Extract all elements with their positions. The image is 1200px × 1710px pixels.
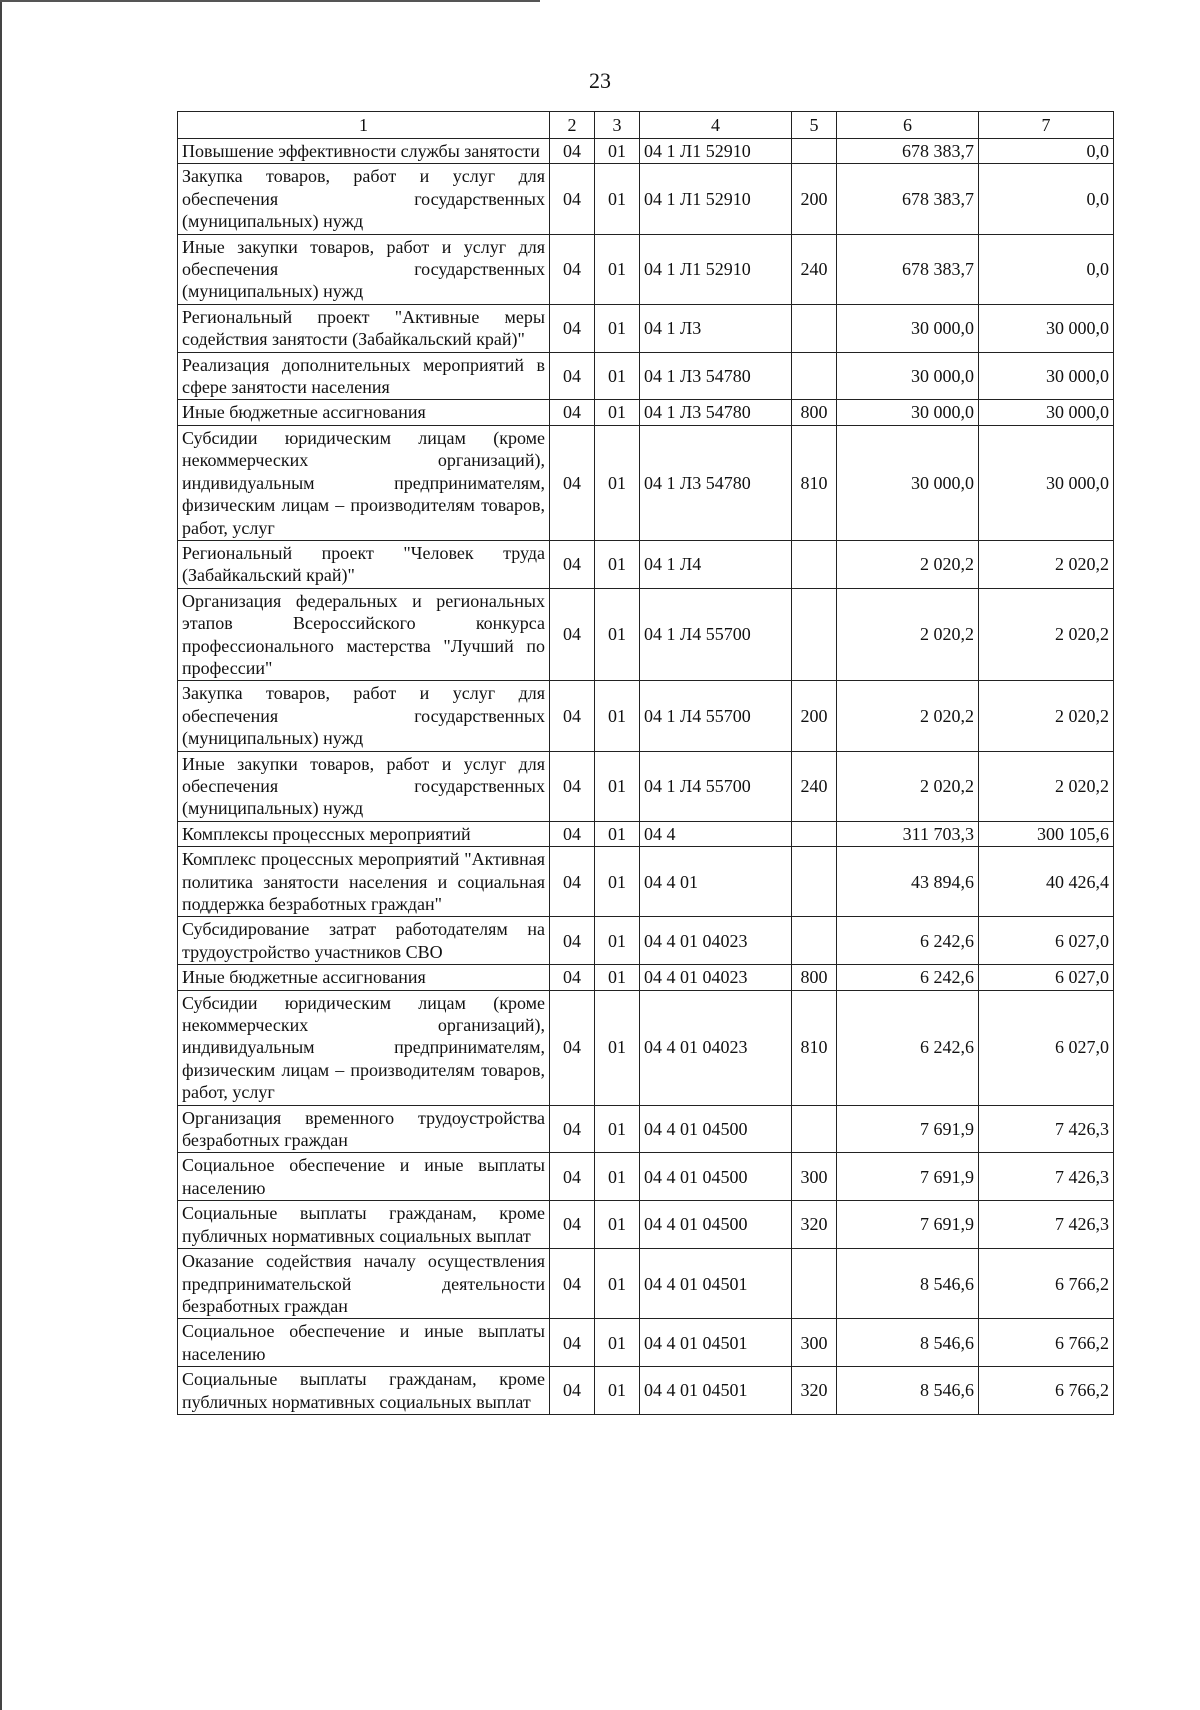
subsection-code-cell: 01 bbox=[595, 352, 640, 400]
amount-year2-cell: 2 020,2 bbox=[979, 751, 1114, 821]
expense-type-cell bbox=[792, 304, 837, 352]
subsection-code-cell: 01 bbox=[595, 681, 640, 751]
subsection-code-cell: 01 bbox=[595, 234, 640, 304]
expense-type-cell: 200 bbox=[792, 681, 837, 751]
amount-year2-cell: 2 020,2 bbox=[979, 681, 1114, 751]
section-code-cell: 04 bbox=[550, 304, 595, 352]
expenditure-name-cell: Социальные выплаты гражданам, кроме публичных нормативных социальных выплат bbox=[178, 1201, 550, 1249]
amount-year2-cell: 6 027,0 bbox=[979, 917, 1114, 965]
amount-year2-cell: 30 000,0 bbox=[979, 400, 1114, 425]
budget-table bbox=[177, 111, 1114, 1415]
subsection-code-cell: 01 bbox=[595, 847, 640, 917]
expense-type-cell bbox=[792, 821, 837, 846]
page-number: 23 bbox=[589, 68, 611, 93]
expense-type-cell: 300 bbox=[792, 1319, 837, 1367]
section-code-cell: 04 bbox=[550, 234, 595, 304]
table-row bbox=[178, 821, 1114, 846]
header-cell-7: 7 bbox=[979, 112, 1114, 139]
section-code-cell: 04 bbox=[550, 821, 595, 846]
target-article-cell: 04 1 Л3 bbox=[640, 304, 792, 352]
section-code-cell: 04 bbox=[550, 1153, 595, 1201]
target-article-cell: 04 4 01 04023 bbox=[640, 990, 792, 1105]
table-row bbox=[178, 540, 1114, 588]
amount-year1-cell: 6 242,6 bbox=[837, 965, 979, 990]
section-code-cell: 04 bbox=[550, 681, 595, 751]
expense-type-cell: 800 bbox=[792, 965, 837, 990]
section-code-cell: 04 bbox=[550, 1249, 595, 1319]
amount-year1-cell: 8 546,6 bbox=[837, 1319, 979, 1367]
target-article-cell: 04 4 01 04501 bbox=[640, 1367, 792, 1415]
expenditure-name-cell: Социальные выплаты гражданам, кроме публичных нормативных социальных выплат bbox=[178, 1367, 550, 1415]
scan-edge-line bbox=[0, 0, 2, 1710]
expenditure-name-cell: Иные бюджетные ассигнования bbox=[178, 965, 550, 990]
expense-type-cell: 320 bbox=[792, 1201, 837, 1249]
table-row bbox=[178, 1367, 1114, 1415]
subsection-code-cell: 01 bbox=[595, 304, 640, 352]
section-code-cell: 04 bbox=[550, 847, 595, 917]
target-article-cell: 04 4 01 bbox=[640, 847, 792, 917]
table-row bbox=[178, 990, 1114, 1105]
subsection-code-cell: 01 bbox=[595, 1153, 640, 1201]
subsection-code-cell: 01 bbox=[595, 425, 640, 540]
section-code-cell: 04 bbox=[550, 990, 595, 1105]
expenditure-name-cell: Иные закупки товаров, работ и услуг для обеспечения государственных (муниципальных) нужд bbox=[178, 751, 550, 821]
expense-type-cell bbox=[792, 917, 837, 965]
expenditure-name-cell: Комплекс процессных мероприятий "Активная политика занятости населения и социальная поддержка безработных граждан" bbox=[178, 847, 550, 917]
expense-type-cell: 810 bbox=[792, 990, 837, 1105]
expenditure-name-cell: Субсидии юридическим лицам (кроме некоммерческих организаций), индивидуальным предпринимателям, физическим лицам – производителям товаров, работ, услуг bbox=[178, 990, 550, 1105]
expenditure-name-cell: Организация временного трудоустройства безработных граждан bbox=[178, 1105, 550, 1153]
section-code-cell: 04 bbox=[550, 352, 595, 400]
table-row bbox=[178, 1319, 1114, 1367]
expenditure-name-cell: Социальное обеспечение и иные выплаты населению bbox=[178, 1319, 550, 1367]
header-cell-1: 1 bbox=[178, 112, 550, 139]
target-article-cell: 04 4 01 04500 bbox=[640, 1105, 792, 1153]
expenditure-name-cell: Повышение эффективности службы занятости bbox=[178, 139, 550, 164]
amount-year2-cell: 30 000,0 bbox=[979, 352, 1114, 400]
expenditure-name-cell: Субсидирование затрат работодателям на трудоустройство участников СВО bbox=[178, 917, 550, 965]
target-article-cell: 04 4 01 04023 bbox=[640, 917, 792, 965]
table-row bbox=[178, 1105, 1114, 1153]
expense-type-cell: 800 bbox=[792, 400, 837, 425]
section-code-cell: 04 bbox=[550, 1105, 595, 1153]
section-code-cell: 04 bbox=[550, 965, 595, 990]
amount-year1-cell: 2 020,2 bbox=[837, 540, 979, 588]
amount-year2-cell: 300 105,6 bbox=[979, 821, 1114, 846]
table-body bbox=[178, 112, 1114, 1415]
expenditure-name-cell: Региональный проект "Человек труда (Забайкальский край)" bbox=[178, 540, 550, 588]
target-article-cell: 04 1 Л4 55700 bbox=[640, 681, 792, 751]
table-row bbox=[178, 139, 1114, 164]
expense-type-cell bbox=[792, 139, 837, 164]
expense-type-cell: 300 bbox=[792, 1153, 837, 1201]
subsection-code-cell: 01 bbox=[595, 164, 640, 234]
target-article-cell: 04 1 Л4 bbox=[640, 540, 792, 588]
table-row bbox=[178, 234, 1114, 304]
amount-year2-cell: 0,0 bbox=[979, 164, 1114, 234]
expense-type-cell bbox=[792, 588, 837, 681]
expenditure-name-cell: Региональный проект "Активные меры содействия занятости (Забайкальский край)" bbox=[178, 304, 550, 352]
subsection-code-cell: 01 bbox=[595, 751, 640, 821]
target-article-cell: 04 4 01 04501 bbox=[640, 1249, 792, 1319]
target-article-cell: 04 1 Л1 52910 bbox=[640, 234, 792, 304]
subsection-code-cell: 01 bbox=[595, 821, 640, 846]
table-row bbox=[178, 425, 1114, 540]
expenditure-name-cell: Комплексы процессных мероприятий bbox=[178, 821, 550, 846]
target-article-cell: 04 1 Л1 52910 bbox=[640, 139, 792, 164]
amount-year2-cell: 7 426,3 bbox=[979, 1105, 1114, 1153]
table-row bbox=[178, 1153, 1114, 1201]
amount-year2-cell: 6 766,2 bbox=[979, 1319, 1114, 1367]
expense-type-cell bbox=[792, 540, 837, 588]
amount-year1-cell: 6 242,6 bbox=[837, 917, 979, 965]
subsection-code-cell: 01 bbox=[595, 990, 640, 1105]
amount-year1-cell: 7 691,9 bbox=[837, 1201, 979, 1249]
expense-type-cell bbox=[792, 847, 837, 917]
subsection-code-cell: 01 bbox=[595, 588, 640, 681]
subsection-code-cell: 01 bbox=[595, 1319, 640, 1367]
amount-year1-cell: 678 383,7 bbox=[837, 139, 979, 164]
target-article-cell: 04 1 Л4 55700 bbox=[640, 588, 792, 681]
amount-year1-cell: 2 020,2 bbox=[837, 751, 979, 821]
amount-year2-cell: 6 027,0 bbox=[979, 990, 1114, 1105]
table-row bbox=[178, 751, 1114, 821]
expenditure-name-cell: Закупка товаров, работ и услуг для обеспечения государственных (муниципальных) нужд bbox=[178, 164, 550, 234]
amount-year1-cell: 30 000,0 bbox=[837, 352, 979, 400]
amount-year1-cell: 7 691,9 bbox=[837, 1105, 979, 1153]
amount-year2-cell: 30 000,0 bbox=[979, 304, 1114, 352]
subsection-code-cell: 01 bbox=[595, 400, 640, 425]
table-row bbox=[178, 1201, 1114, 1249]
expenditure-name-cell: Иные бюджетные ассигнования bbox=[178, 400, 550, 425]
section-code-cell: 04 bbox=[550, 400, 595, 425]
table-row bbox=[178, 917, 1114, 965]
expense-type-cell: 200 bbox=[792, 164, 837, 234]
target-article-cell: 04 1 Л3 54780 bbox=[640, 400, 792, 425]
section-code-cell: 04 bbox=[550, 588, 595, 681]
section-code-cell: 04 bbox=[550, 540, 595, 588]
table-row bbox=[178, 164, 1114, 234]
expense-type-cell: 240 bbox=[792, 751, 837, 821]
expense-type-cell: 240 bbox=[792, 234, 837, 304]
amount-year1-cell: 30 000,0 bbox=[837, 425, 979, 540]
target-article-cell: 04 1 Л3 54780 bbox=[640, 352, 792, 400]
amount-year1-cell: 43 894,6 bbox=[837, 847, 979, 917]
expense-type-cell bbox=[792, 1105, 837, 1153]
subsection-code-cell: 01 bbox=[595, 1367, 640, 1415]
amount-year2-cell: 6 027,0 bbox=[979, 965, 1114, 990]
table-row bbox=[178, 352, 1114, 400]
table-row bbox=[178, 965, 1114, 990]
section-code-cell: 04 bbox=[550, 751, 595, 821]
amount-year1-cell: 30 000,0 bbox=[837, 304, 979, 352]
section-code-cell: 04 bbox=[550, 139, 595, 164]
target-article-cell: 04 4 01 04501 bbox=[640, 1319, 792, 1367]
expenditure-name-cell: Реализация дополнительных мероприятий в сфере занятости населения bbox=[178, 352, 550, 400]
table-row bbox=[178, 1249, 1114, 1319]
table-row bbox=[178, 847, 1114, 917]
expenditure-name-cell: Социальное обеспечение и иные выплаты населению bbox=[178, 1153, 550, 1201]
header-cell-5: 5 bbox=[792, 112, 837, 139]
section-code-cell: 04 bbox=[550, 164, 595, 234]
amount-year2-cell: 0,0 bbox=[979, 139, 1114, 164]
expenditure-name-cell: Иные закупки товаров, работ и услуг для обеспечения государственных (муниципальных) нужд bbox=[178, 234, 550, 304]
subsection-code-cell: 01 bbox=[595, 1249, 640, 1319]
subsection-code-cell: 01 bbox=[595, 1105, 640, 1153]
expense-type-cell bbox=[792, 352, 837, 400]
subsection-code-cell: 01 bbox=[595, 965, 640, 990]
table-row bbox=[178, 681, 1114, 751]
amount-year1-cell: 7 691,9 bbox=[837, 1153, 979, 1201]
section-code-cell: 04 bbox=[550, 1367, 595, 1415]
amount-year2-cell: 2 020,2 bbox=[979, 588, 1114, 681]
target-article-cell: 04 4 01 04500 bbox=[640, 1201, 792, 1249]
subsection-code-cell: 01 bbox=[595, 139, 640, 164]
header-cell-3: 3 bbox=[595, 112, 640, 139]
table-row bbox=[178, 588, 1114, 681]
amount-year2-cell: 6 766,2 bbox=[979, 1249, 1114, 1319]
amount-year1-cell: 8 546,6 bbox=[837, 1367, 979, 1415]
header-row bbox=[178, 112, 1114, 139]
amount-year2-cell: 40 426,4 bbox=[979, 847, 1114, 917]
target-article-cell: 04 4 01 04500 bbox=[640, 1153, 792, 1201]
amount-year1-cell: 678 383,7 bbox=[837, 164, 979, 234]
amount-year2-cell: 7 426,3 bbox=[979, 1201, 1114, 1249]
amount-year2-cell: 30 000,0 bbox=[979, 425, 1114, 540]
expense-type-cell bbox=[792, 1249, 837, 1319]
target-article-cell: 04 4 01 04023 bbox=[640, 965, 792, 990]
header-cell-2: 2 bbox=[550, 112, 595, 139]
scan-top-line bbox=[0, 0, 540, 2]
amount-year1-cell: 6 242,6 bbox=[837, 990, 979, 1105]
target-article-cell: 04 1 Л3 54780 bbox=[640, 425, 792, 540]
amount-year1-cell: 30 000,0 bbox=[837, 400, 979, 425]
table-row bbox=[178, 400, 1114, 425]
section-code-cell: 04 bbox=[550, 1201, 595, 1249]
amount-year1-cell: 2 020,2 bbox=[837, 588, 979, 681]
section-code-cell: 04 bbox=[550, 1319, 595, 1367]
section-code-cell: 04 bbox=[550, 425, 595, 540]
target-article-cell: 04 4 bbox=[640, 821, 792, 846]
section-code-cell: 04 bbox=[550, 917, 595, 965]
amount-year2-cell: 2 020,2 bbox=[979, 540, 1114, 588]
expenditure-name-cell: Организация федеральных и региональных этапов Всероссийского конкурса профессионального мастерства "Лучший по профессии" bbox=[178, 588, 550, 681]
amount-year1-cell: 311 703,3 bbox=[837, 821, 979, 846]
expenditure-name-cell: Субсидии юридическим лицам (кроме некоммерческих организаций), индивидуальным предпринимателям, физическим лицам – производителям товаров, работ, услуг bbox=[178, 425, 550, 540]
amount-year1-cell: 678 383,7 bbox=[837, 234, 979, 304]
expense-type-cell: 810 bbox=[792, 425, 837, 540]
expenditure-name-cell: Закупка товаров, работ и услуг для обеспечения государственных (муниципальных) нужд bbox=[178, 681, 550, 751]
amount-year1-cell: 2 020,2 bbox=[837, 681, 979, 751]
subsection-code-cell: 01 bbox=[595, 917, 640, 965]
expenditure-name-cell: Оказание содействия началу осуществления предпринимательской деятельности безработных граждан bbox=[178, 1249, 550, 1319]
target-article-cell: 04 1 Л4 55700 bbox=[640, 751, 792, 821]
expense-type-cell: 320 bbox=[792, 1367, 837, 1415]
target-article-cell: 04 1 Л1 52910 bbox=[640, 164, 792, 234]
header-cell-4: 4 bbox=[640, 112, 792, 139]
table-row bbox=[178, 304, 1114, 352]
subsection-code-cell: 01 bbox=[595, 1201, 640, 1249]
header-cell-6: 6 bbox=[837, 112, 979, 139]
subsection-code-cell: 01 bbox=[595, 540, 640, 588]
amount-year1-cell: 8 546,6 bbox=[837, 1249, 979, 1319]
amount-year2-cell: 7 426,3 bbox=[979, 1153, 1114, 1201]
amount-year2-cell: 0,0 bbox=[979, 234, 1114, 304]
amount-year2-cell: 6 766,2 bbox=[979, 1367, 1114, 1415]
